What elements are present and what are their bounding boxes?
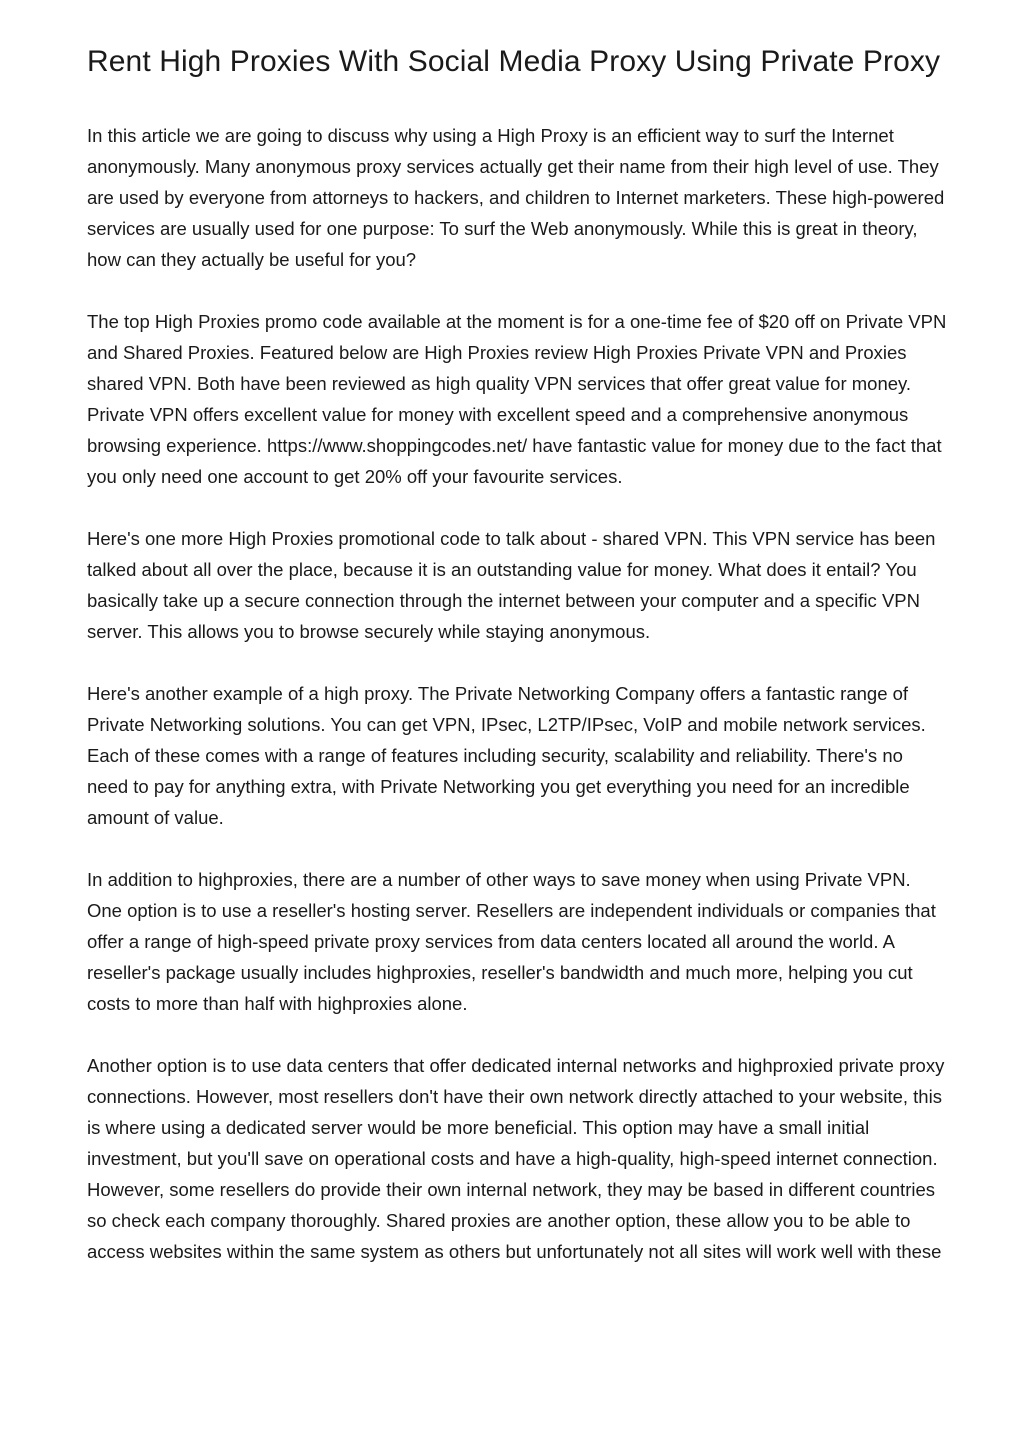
page-title: Rent High Proxies With Social Media Proxy Using Private Proxy <box>87 45 941 78</box>
paragraph-2: The top High Proxies promo code available at the moment is for a one-time fee of $20 off on Private VPN and Shared Proxies. Featured below are High Proxies review High Proxies Private VPN and Proxies shared VPN. Both have been reviewed as high quality VPN services that offer great value for money. Private VPN offers excellent value for money with excellent speed and a comprehensive anonymous browsing experience. https://www.shoppingcodes.net/ have fantastic value for money due to the fact that you only need one account to get 20% off your favourite services. <box>87 311 947 487</box>
paragraph-4: Here's another example of a high proxy. The Private Networking Company offers a fantastic range of Private Networking solutions. You can get VPN, IPsec, L2TP/IPsec, VoIP and mobile network services. Each of these comes with a range of features including security, scalability and reliability. There's no need to pay for anything extra, with Private Networking you get everything you need for an incredible amount of value. <box>87 683 926 828</box>
paragraph-5: In addition to highproxies, there are a number of other ways to save money when using Private VPN. One option is to use a reseller's hosting server. Resellers are independent individuals or companies that offer a range of high-speed private proxy services from data centers located all around the world. A reseller's package usually includes highproxies, reseller's bandwidth and much more, helping you cut costs to more than half with highproxies alone. <box>87 869 936 1014</box>
paragraph-3: Here's one more High Proxies promotional code to talk about - shared VPN. This VPN service has been talked about all over the place, because it is an outstanding value for money. What does it entail? You basically take up a secure connection through the internet between your computer and a specific VPN server. This allows you to browse securely while staying anonymous. <box>87 528 936 642</box>
paragraph-6: Another option is to use data centers that offer dedicated internal networks and highproxied private proxy connections. However, most resellers don't have their own network directly attached to your website, this is where using a dedicated server would be more beneficial. This option may have a small initial investment, but you'll save on operational costs and have a high-quality, high-speed internet connection. However, some resellers do provide their own internal network, they may be based in different countries so check each company thoroughly. Shared proxies are another option, these allow you to be able to access websites within the same system as others but unfortunately not all sites will work well with these <box>87 1055 945 1262</box>
document-page <box>87 45 947 1298</box>
paragraph-1: In this article we are going to discuss why using a High Proxy is an efficient way to surf the Internet anonymously. Many anonymous proxy services actually get their name from their high level of use. They are used by everyone from attorneys to hackers, and children to Internet marketers. These high-powered services are usually used for one purpose: To surf the Web anonymously. While this is great in theory, how can they actually be useful for you? <box>87 125 945 270</box>
